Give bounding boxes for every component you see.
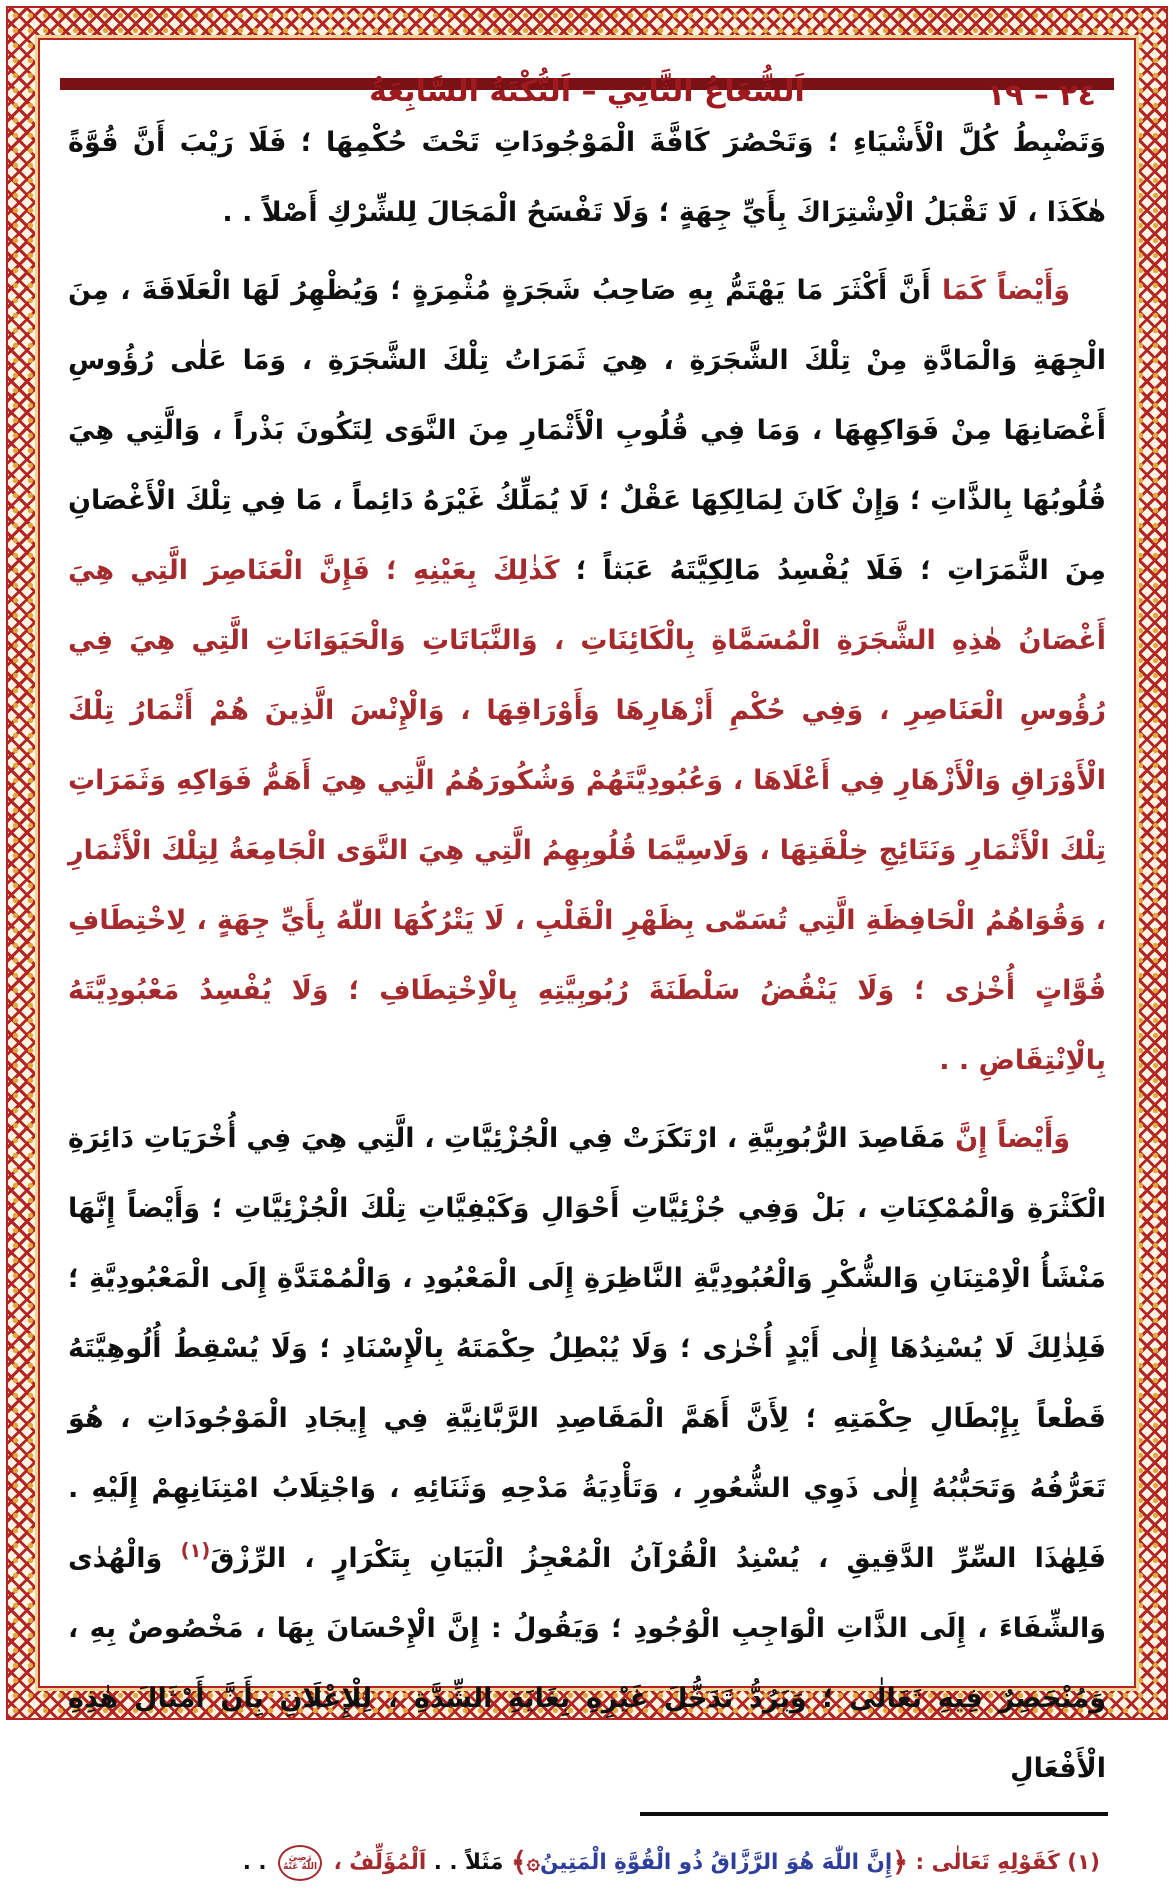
paragraph-2-black-text: أَنَّ أَكْثَرَ مَا يَهْتَمُّ بِهِ صَاحِبُ شَجَرَةٍ مُثْمِرَةٍ ؛ وَيُظْهِرُ لَهَا الْعَلَاقَةَ ، مِنَ الْجِهَةِ وَالْمَادَّةِ مِنْ تِلْكَ الشَّجَرَةِ ، هِيَ ثَمَرَاتُ تِلْكَ الشَّجَرَةِ ، وَمَا عَلٰى رُؤُوسِ أَغْصَانِهَا مِنْ فَوَاكِهِهَا ، وَمَا فِي قُلُوبِ الْأَثْمَارِ مِنَ النَّوَى لِتَكُونَ بَذْراً ، وَالَّتِي هِيَ قُلُوبُهَا بِالذَّاتِ ؛ وَإِنْ كَانَ لِمَالِكِهَا عَقْلٌ ؛ لَا يُمَلِّكُ غَيْرَهُ دَائِماً ، مَا فِي تِلْكَ الْأَغْصَانِ مِنَ الثَّمَرَاتِ ؛ فَلَا يُفْسِدُ مَالِكِيَّتَهُ عَبَثاً ؛ bbox=[68, 275, 1106, 586]
footnote-after-verse: مَثَلاً . . bbox=[426, 1850, 511, 1875]
quran-close-bracket: ﴾ bbox=[510, 1847, 527, 1878]
paragraph-2 bbox=[68, 256, 1106, 1096]
footnote-intro: كَقَوْلِهِ تَعَالٰى : bbox=[908, 1850, 1060, 1875]
page-content bbox=[38, 38, 1136, 1878]
footnote-marker: (١) bbox=[1059, 1850, 1100, 1875]
paragraph-1 bbox=[68, 108, 1106, 248]
paragraph-2-red-passage: كَذٰلِكَ بِعَيْنِهِ ؛ فَإِنَّ الْعَنَاصِرَ الَّتِي هِيَ أَغْصَانُ هٰذِهِ الشَّجَرَةِ الْمُسَمَّاةِ بِالْكَائِنَاتِ ، وَالنَّبَاتَاتِ وَالْحَيَوَانَاتِ الَّتِي هِيَ فِي رُؤُوسِ الْعَنَاصِرِ ، وَفِي حُكْمِ أَزْهَارِهَا وَأَوْرَاقِهَا ، وَالْإِنْسَ الَّذِينَ هُمْ أَثْمَارُ تِلْكَ الْأَوْرَاقِ وَالْأَزْهَارِ فِي أَعْلَاهَا ، وَعُبُودِيَّتَهُمْ وَشُكُورَهُمُ الَّتِي هِيَ أَهَمُّ فَوَاكِهِ وَثَمَرَاتِ تِلْكَ الْأَثْمَارِ وَنَتَائِجِ خِلْقَتِهَا ، وَلَاسِيَّمَا قُلُوبِهِمُ الَّتِي هِيَ النَّوَى الْجَامِعَةُ لِتِلْكَ الْأَثْمَارِ ، وَقُوَاهُمُ الْحَافِظَةِ الَّتِي تُسَمّٰى بِظَهْرِ الْقَلْبِ ، لَا يَتْرُكُهَا اللّٰهُ بِأَيِّ جِهَةٍ ، لِاخْتِطَافِ قُوَّاتٍ أُخْرٰى ؛ وَلَا يَنْقُضُ سَلْطَنَةَ رُبُوبِيَّتِهِ بِالْاِخْتِطَافِ ؛ وَلَا يُفْسِدُ مَعْبُودِيَّتَهُ بِالْاِنْتِقَاضِ . . bbox=[68, 555, 1106, 1076]
paragraph-3-lead: وَأَيْضاً إِنَّ bbox=[945, 1123, 1070, 1154]
footnote bbox=[60, 1842, 1114, 1889]
quran-open-bracket: ﴿ bbox=[892, 1847, 908, 1878]
author-seal: رَضِيَ اللّٰهُ عَنْهُ bbox=[278, 1845, 322, 1881]
page-numbers: ٢٤ – ١٩ bbox=[986, 78, 1096, 113]
paragraph-1-text: وَتَضْبِطُ كُلَّ الْأَشْيَاءِ ؛ وَتَحْصُرَ كَافَّةَ الْمَوْجُودَاتِ تَحْتَ حُكْمِهَا ؛ فَلَا رَيْبَ أَنَّ قُوَّةً هٰكَذَا ، لَا تَقْبَلُ الْاِشْتِرَاكَ بِأَيِّ جِهَةٍ ؛ وَلَا تَفْسَحُ الْمَجَالَ لِلشِّرْكِ أَصْلاً . . bbox=[68, 127, 1106, 228]
paragraph-3 bbox=[68, 1104, 1106, 1804]
body-text bbox=[60, 108, 1114, 1812]
page-title: اَلشُّعَاعُ الثَّانِي – اَلنُّكْتَةُ السَّابِعَةُ bbox=[369, 74, 805, 109]
quran-verse: إِنَّ اللّٰهَ هُوَ الرَّزَّاقُ ذُو الْقُوَّةِ الْمَتِينُ bbox=[539, 1850, 893, 1875]
paragraph-3-black-text-1: مَقَاصِدَ الرُّبُوبِيَّةِ ، ارْتَكَزَتْ فِي الْجُزْئِيَّاتِ ، الَّتِي هِيَ فِي أُخْرَيَاتِ دَائِرَةِ الْكَثْرَةِ وَالْمُمْكِنَاتِ ، بَلْ وَفِي جُزْئِيَّاتِ أَحْوَالِ وَكَيْفِيَّاتِ تِلْكَ الْجُزْئِيَّاتِ ؛ وَأَيْضاً إِنَّهَا مَنْشَأُ الْاِمْتِنَانِ وَالشُّكْرِ وَالْعُبُودِيَّةِ النَّاظِرَةِ إِلَى الْمَعْبُودِ ، وَالْمُمْتَدَّةِ إِلَى الْمَعْبُودِيَّةِ ؛ فَلِذٰلِكَ لَا يُسْنِدُهَا إِلٰى أَيْدٍ أُخْرٰى ؛ وَلَا يُبْطِلُ حِكْمَتَهُ بِالْإِسْنَادِ ؛ وَلَا يُسْقِطُ أُلُوهِيَّتَهُ قَطْعاً بِإِبْطَالِ حِكْمَتِهِ ؛ لِأَنَّ أَهَمَّ الْمَقَاصِدِ الرَّبَّانِيَّةِ فِي إِيجَادِ الْمَوْجُودَاتِ ، هُوَ تَعَرُّفُهُ وَتَحَبُّبُهُ إِلٰى ذَوِي الشُّعُورِ ، وَتَأْدِيَةُ مَدْحِهِ وَثَنَائِهِ ، وَاجْتِلَابُ امْتِنَانِهِمْ إِلَيْهِ . فَلِهٰذَا السِّرِّ الدَّقِيقِ ، يُسْنِدُ الْقُرْآنُ الْمُعْجِزُ الْبَيَانِ بِتَكْرَارٍ ، الرِّزْقَ bbox=[68, 1123, 1106, 1574]
paragraph-3-black-text-2: وَالْهُدٰى وَالشِّفَاءَ ، إِلَى الذَّاتِ الْوَاجِبِ الْوُجُودِ ؛ وَيَقُولُ : إِنَّ الْإِحْسَانَ بِهَا ، مَخْصُوصٌ بِهِ ، وَمُنْحَصِرٌ فِيهِ تَعَالٰى ؛ وَيَرُدُّ تَدَخُّلَ غَيْرِهِ بِغَايَةِ الشِّدَّةِ ، لِلْإِعْلَانِ بِأَنَّ أَمْثَالَ هٰذِهِ الْأَفْعَالِ bbox=[68, 1543, 1106, 1784]
footnote-divider bbox=[640, 1812, 1108, 1816]
footnote-trailing-dots: . . bbox=[242, 1850, 275, 1875]
paragraph-2-lead: وَأَيْضاً كَمَا bbox=[930, 275, 1070, 306]
footnote-reference-marker: (١) bbox=[180, 1539, 211, 1562]
rub-el-hizb-ornament: ۞ bbox=[526, 1849, 540, 1875]
footnote-block bbox=[60, 1812, 1114, 1889]
author-label: اَلْمُؤَلِّفُ ، bbox=[326, 1850, 427, 1875]
